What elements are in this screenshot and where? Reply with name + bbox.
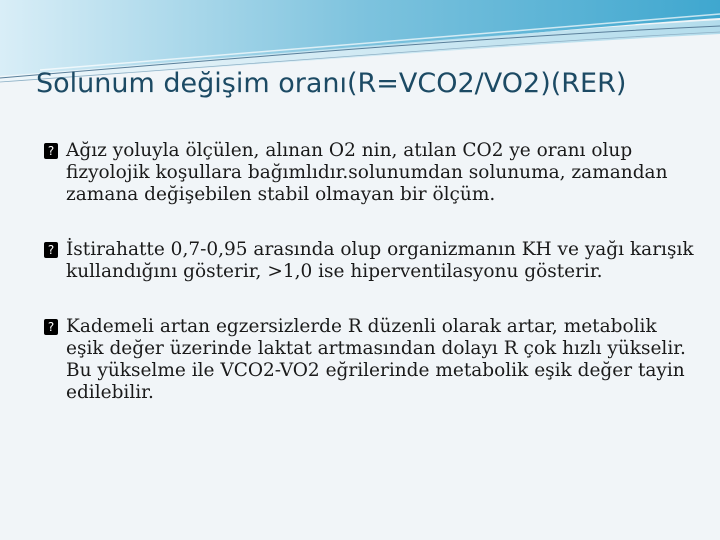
slide-title: Solunum değişim oranı(R=VCO2/VO2)(RER) — [36, 68, 627, 99]
bullet-list — [44, 140, 694, 404]
missing-glyph-icon: ? — [44, 242, 58, 258]
missing-glyph-icon: ? — [44, 143, 58, 159]
missing-glyph-icon: ? — [44, 319, 58, 335]
bullet-text: Kademeli artan egzersizlerde R düzenli olarak artar, metabolik eşik değer üzerinde laktat artmasından dolayı R çok hızlı yükselir. Bu yükselme ile VCO2-VO2 eğrilerinde metabolik eşik değer tayin edilebilir. — [66, 316, 686, 403]
bullet-item — [44, 239, 694, 283]
bullet-text: Ağız yoluyla ölçülen, alınan O2 nin, atılan CO2 ye oranı olup fizyolojik koşullara bağımlıdır.solunumdan solunuma, zamandan zamana değişebilen stabil olmayan bir ölçüm. — [66, 140, 668, 205]
bullet-item — [44, 316, 694, 404]
bullet-item — [44, 140, 694, 206]
bullet-text: İstirahatte 0,7-0,95 arasında olup organizmanın KH ve yağı karışık kullandığını gösterir, >1,0 ise hiperventilasyonu gösterir. — [66, 239, 694, 282]
